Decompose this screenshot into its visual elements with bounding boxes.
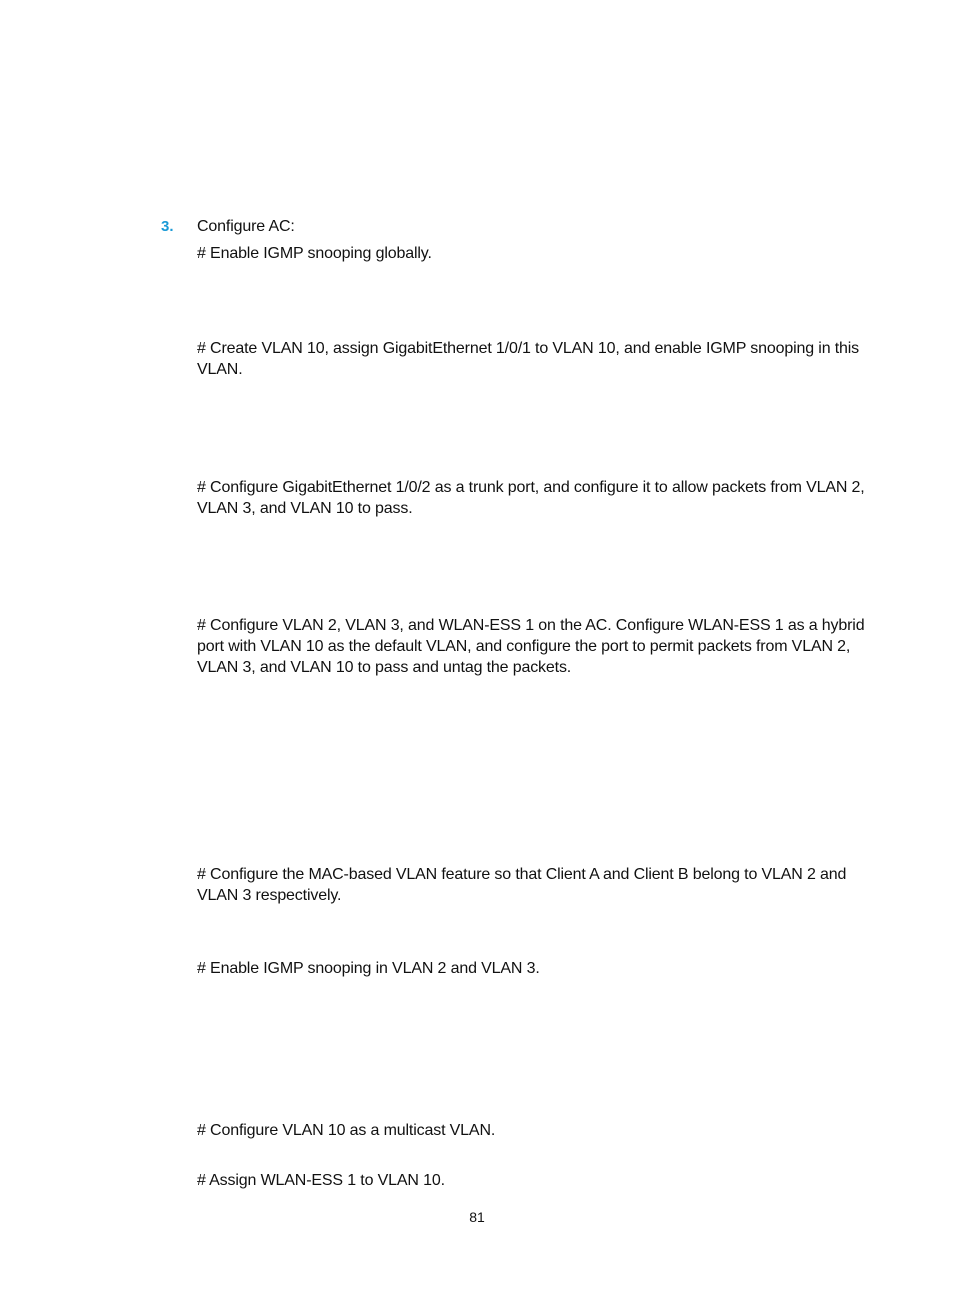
- paragraph-igmp-vlan2-vlan3: # Enable IGMP snooping in VLAN 2 and VLAN 3.: [197, 960, 540, 977]
- step-title: Configure AC:: [197, 218, 295, 235]
- paragraph-enable-igmp-global: # Enable IGMP snooping globally.: [197, 245, 432, 262]
- paragraph-create-vlan10: # Create VLAN 10, assign GigabitEthernet 1/0/1 to VLAN 10, and enable IGMP snooping in this VLAN.: [197, 340, 860, 378]
- paragraph-mac-based-vlan: # Configure the MAC-based VLAN feature so that Client A and Client B belong to VLAN 2 and VLAN 3 respectively.: [197, 866, 847, 904]
- step-number: 3.: [161, 218, 174, 235]
- paragraph-trunk-port: # Configure GigabitEthernet 1/0/2 as a trunk port, and configure it to allow packets from VLAN 2, VLAN 3, and VLAN 10 to pass.: [197, 479, 865, 517]
- paragraph-hybrid-port: # Configure VLAN 2, VLAN 3, and WLAN-ESS 1 on the AC. Configure WLAN-ESS 1 as a hybrid port with VLAN 10 as the default VLAN, and configure the port to permit packets from VLAN 2, VLAN 3, and VLAN 10 to pass and untag the packets.: [197, 617, 865, 676]
- paragraph-assign-wlan-ess: # Assign WLAN-ESS 1 to VLAN 10.: [197, 1172, 445, 1189]
- paragraph-multicast-vlan: # Configure VLAN 10 as a multicast VLAN.: [197, 1122, 496, 1139]
- page-number: 81: [469, 1209, 485, 1225]
